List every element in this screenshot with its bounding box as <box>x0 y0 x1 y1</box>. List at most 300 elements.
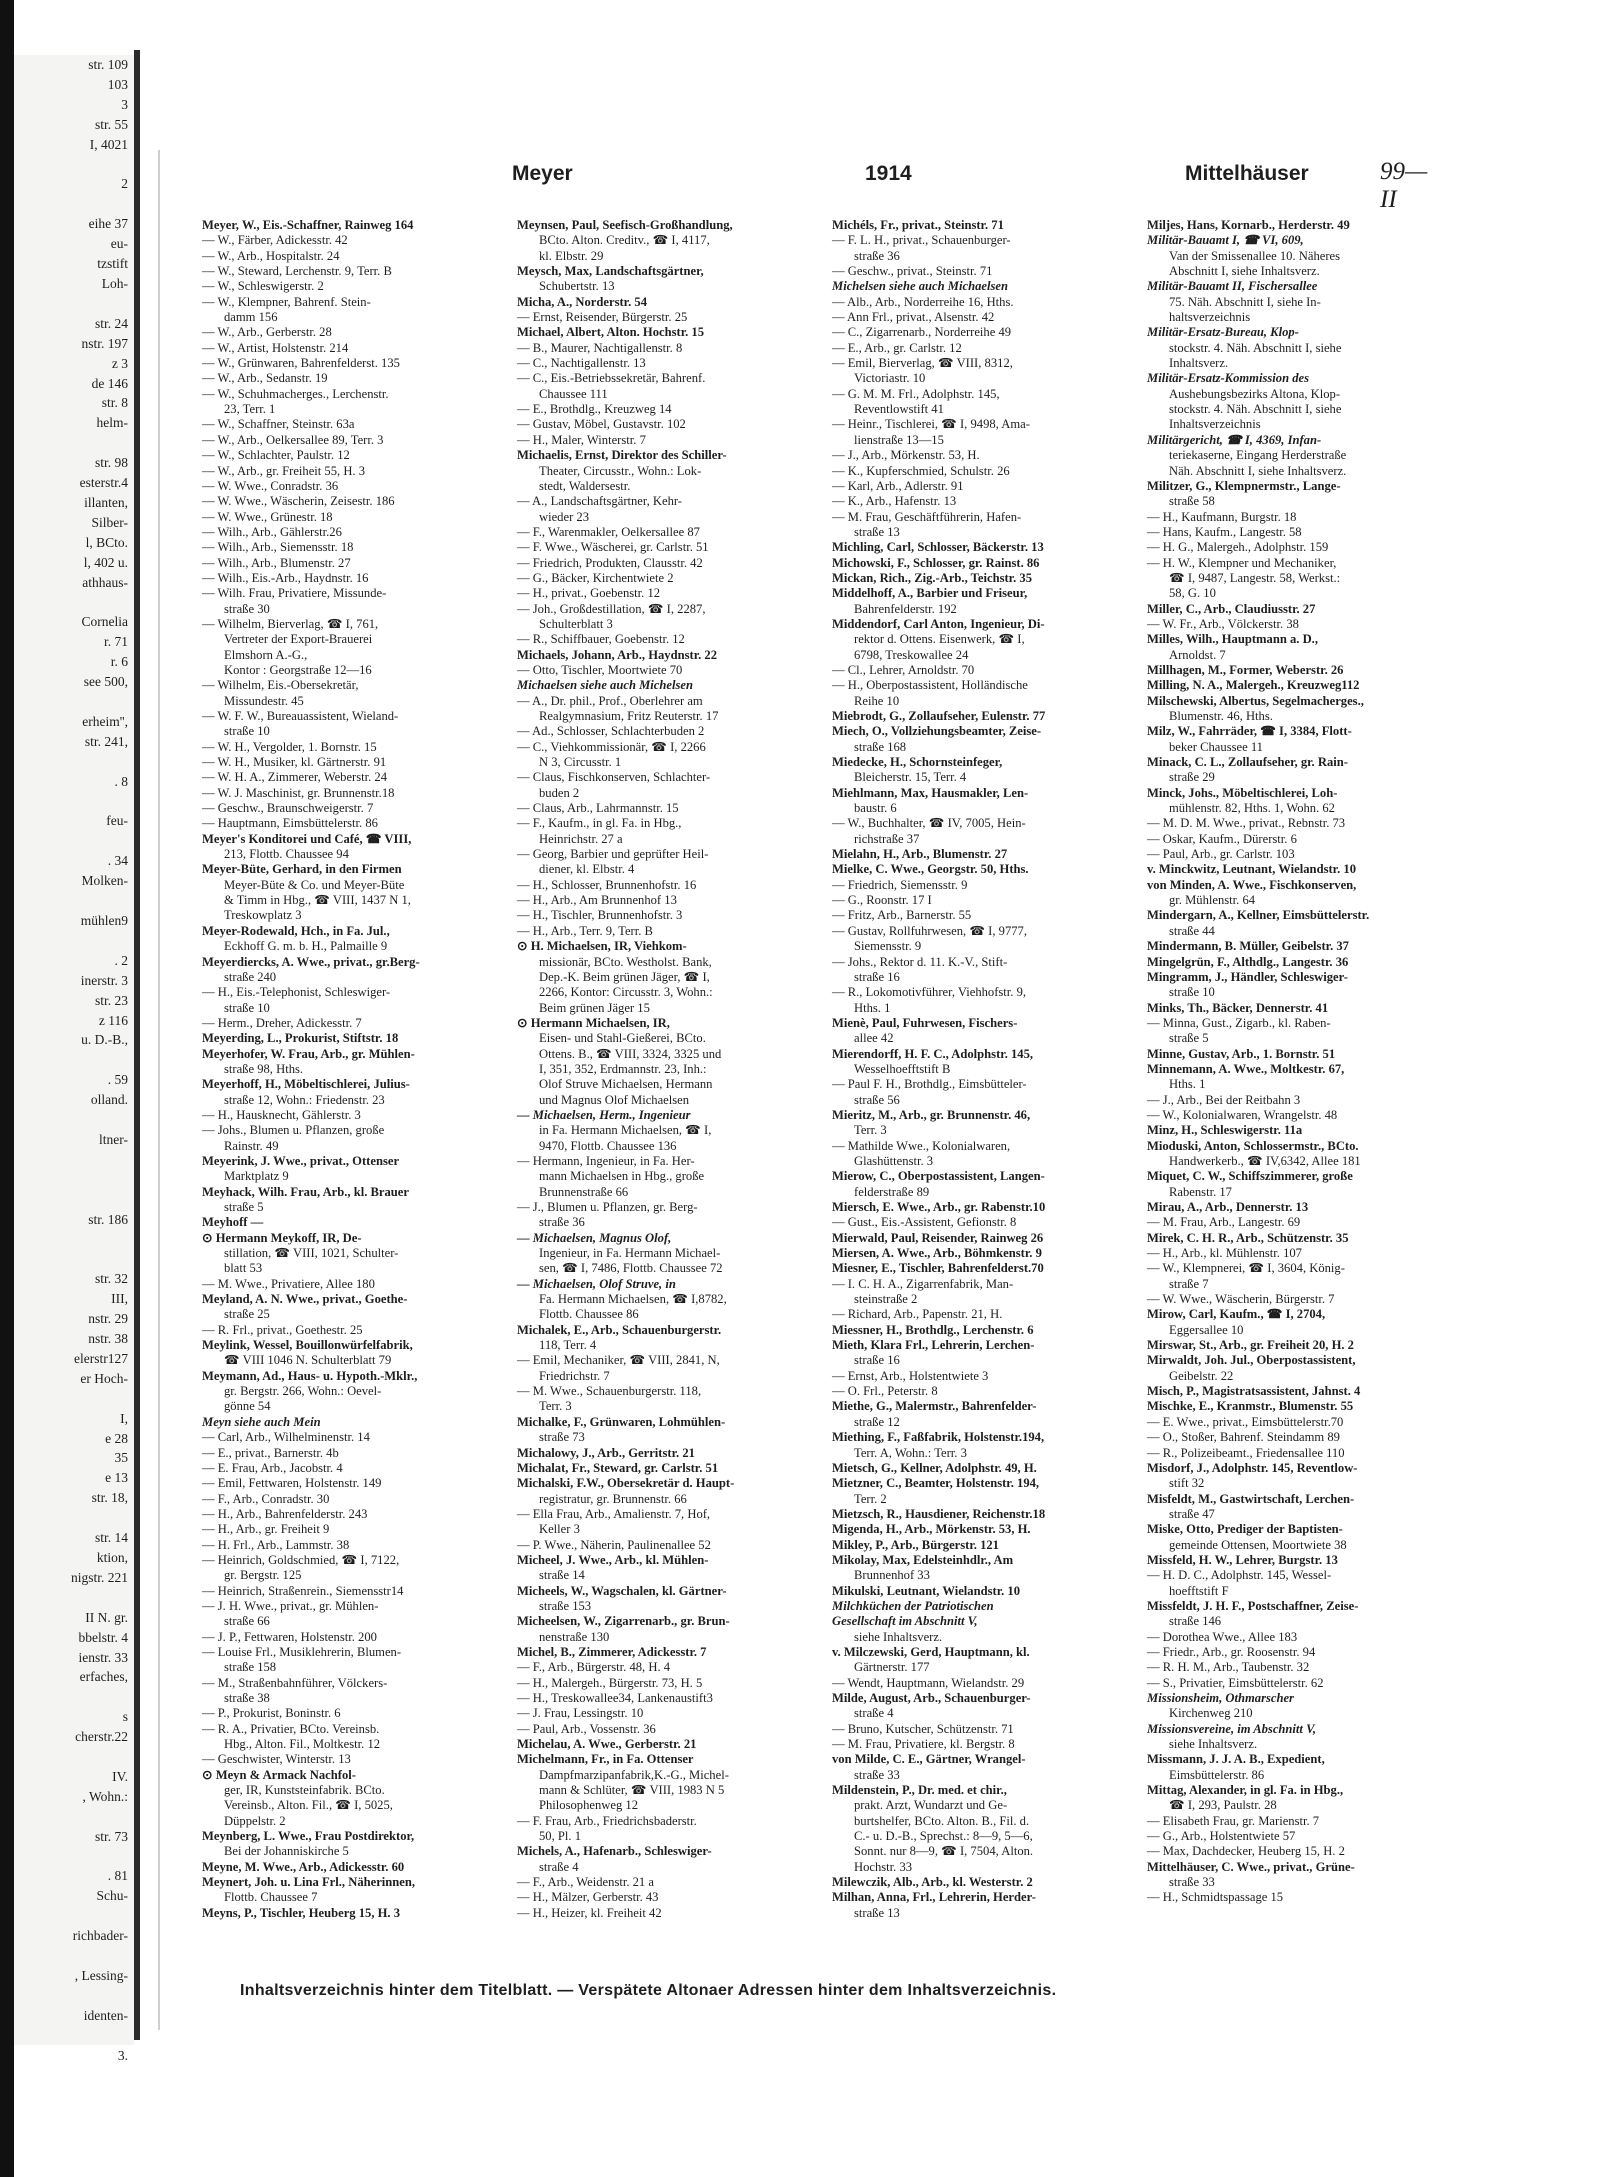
directory-entry-line: Aushebungsbezirks Altona, Klop- <box>1169 386 1341 401</box>
directory-entry-line: — H. D. C., Adolphstr. 145, Wessel- <box>1147 1568 1332 1583</box>
directory-entry-line: Geibelstr. 22 <box>1169 1368 1234 1383</box>
directory-entry-line: 9470, Flottb. Chaussee 136 <box>539 1138 677 1153</box>
fragment-line: bbelstr. 4 <box>78 1629 128 1645</box>
directory-entry-line: Mirek, C. H. R., Arb., Schützenstr. 35 <box>1147 1230 1349 1245</box>
fragment-line <box>14 692 134 712</box>
directory-entry-line: Rainstr. 49 <box>224 1138 279 1153</box>
column-3 <box>832 218 1137 1958</box>
directory-entry-line: — W., Steward, Lerchenstr. 9, Terr. B <box>202 264 392 279</box>
directory-entry-line: Milewczik, Alb., Arb., kl. Westerstr. 2 <box>832 1875 1033 1890</box>
directory-entry-line: — F. L. H., privat., Schauenburger- <box>832 233 1011 248</box>
header-year: 1914 <box>865 162 912 185</box>
directory-entry-line: — Max, Dachdecker, Heuberg 15, H. 2 <box>1147 1844 1345 1859</box>
fragment-line: inerstr. 3 <box>80 972 128 988</box>
directory-entry-line: — W., Klempnerei, ☎ I, 3604, König- <box>1147 1261 1345 1276</box>
directory-entry-line: — H., Schlosser, Brunnenhofstr. 16 <box>517 877 697 892</box>
fragment-line: z 116 <box>98 1012 128 1028</box>
directory-entry-line: Treskowplatz 3 <box>224 908 302 923</box>
directory-entry-line: stillation, ☎ VIII, 1021, Schulter- <box>224 1246 399 1261</box>
fragment-line <box>14 1170 134 1190</box>
directory-entry-line: missionär, BCto. Westholst. Bank, <box>539 954 712 969</box>
directory-entry-line: prakt. Arzt, Wundarzt und Ge- <box>854 1798 1008 1813</box>
directory-entry-line: von Minden, A. Wwe., Fischkonserven, <box>1147 877 1357 892</box>
directory-entry-line: Meyhoff — <box>202 1215 264 1230</box>
directory-entry-line: Michalke, F., Grünwaren, Lohmühlen- <box>517 1414 726 1429</box>
directory-entry-line: — H., Oberpostassistent, Holländische <box>832 678 1028 693</box>
fragment-line <box>14 1906 134 1926</box>
directory-entry-line: Hochstr. 33 <box>854 1859 913 1874</box>
directory-entry-line: Dampfmarzipanfabrik,K.-G., Michel- <box>539 1767 729 1782</box>
directory-entry-line: Miersen, A. Wwe., Arb., Böhmkenstr. 9 <box>832 1246 1042 1261</box>
directory-entry-line: — Wilh. Frau, Privatiere, Missunde- <box>202 586 387 601</box>
fragment-line: str. 18, <box>91 1490 128 1506</box>
directory-entry-line: — Alb., Arb., Norderreihe 16, Hths. <box>832 294 1014 309</box>
directory-entry-line: — F. Frau, Arb., Friedrichsbaderstr. <box>517 1813 697 1828</box>
directory-entry-line: — Hermann, Ingenieur, in Fa. Her- <box>517 1153 695 1168</box>
directory-entry-line: — H., Arb., kl. Mühlenstr. 107 <box>1147 1246 1302 1261</box>
directory-entry-line: straße 25 <box>224 1307 270 1322</box>
directory-entry-line: — O., Stoßer, Bahrenf. Steindamm 89 <box>1147 1430 1340 1445</box>
fragment-line: 35 <box>114 1450 128 1466</box>
directory-entry-line: Theater, Circusstr., Wohn.: Lok- <box>539 463 702 478</box>
directory-entry-line: Mingramm, J., Händler, Schleswiger- <box>1147 969 1348 984</box>
directory-entry-line: — Emil, Mechaniker, ☎ VIII, 2841, N, <box>517 1353 720 1368</box>
directory-entry-line: Mierendorff, H. F. C., Adolphstr. 145, <box>832 1046 1034 1061</box>
directory-entry-line: — W., Grünwaren, Bahrenfelderst. 135 <box>202 356 400 371</box>
directory-entry-line: I, 351, 352, Erdmannstr. 23, Inh.: <box>539 1061 707 1076</box>
directory-entry-line: Missionsvereine, im Abschnitt V, <box>1147 1721 1316 1736</box>
directory-entry-line: Handwerkerb., ☎ IV,6342, Allee 181 <box>1169 1153 1361 1168</box>
directory-entry-line: blatt 53 <box>224 1261 263 1276</box>
directory-entry-line: — J. H. Wwe., privat., gr. Mühlen- <box>202 1598 379 1613</box>
directory-entry-line: — Paul, Arb., gr. Carlstr. 103 <box>1147 847 1295 862</box>
fragment-line <box>14 1249 134 1269</box>
directory-entry-line: — G. M. M. Frl., Adolphstr. 145, <box>832 386 1000 401</box>
fragment-line: r. 6 <box>110 654 128 670</box>
fragment-line: str. 14 <box>94 1530 128 1546</box>
directory-entry-line: straße 13 <box>854 1905 900 1920</box>
page-number: 99—II <box>1380 158 1428 213</box>
directory-entry-line: Meysch, Max, Landschaftsgärtner, <box>517 264 704 279</box>
directory-entry-line: — Heinr., Tischlerei, ☎ I, 9498, Ama- <box>832 417 1030 432</box>
directory-entry-line: — Oskar, Kaufm., Dürerstr. 6 <box>1147 831 1297 846</box>
fragment-line <box>14 2026 134 2046</box>
fragment-line: 3 <box>121 96 128 112</box>
directory-entry-line: Miske, Otto, Prediger der Baptisten- <box>1147 1522 1343 1537</box>
fragment-line: str. 8 <box>101 395 128 411</box>
directory-entry-line: — Ad., Schlosser, Schlachterbuden 2 <box>517 724 705 739</box>
footer-note: Inhaltsverzeichnis hinter dem Titelblatt. — Verspätete Altonaer Adressen hinter dem Inhaltsverzeichnis. <box>240 1982 1057 1999</box>
directory-entry-line: — G., Arb., Holstentwiete 57 <box>1147 1829 1296 1844</box>
directory-entry-line: Mirwaldt, Joh. Jul., Oberpostassistent, <box>1147 1353 1356 1368</box>
directory-entry-line: Michalski, F.W., Obersekretär d. Haupt- <box>517 1476 735 1491</box>
directory-entry-line: Michling, Carl, Schlosser, Bäckerstr. 13 <box>832 540 1044 555</box>
directory-entry-line: — Wilhelm, Bierverlag, ☎ I, 761, <box>202 616 379 631</box>
directory-entry-line: mann Michaelsen in Hbg., große <box>539 1169 705 1184</box>
directory-entry-line: — H., Mälzer, Gerberstr. 43 <box>517 1890 659 1905</box>
directory-entry-line: — Cl., Lehrer, Arnoldstr. 70 <box>832 662 975 677</box>
fragment-line: illanten, <box>84 494 128 510</box>
fragment-line: . 8 <box>114 773 128 789</box>
directory-entry-line: Miebrodt, G., Zollaufseher, Eulenstr. 77 <box>832 709 1046 723</box>
directory-entry-line: Michaelsen siehe auch Michelsen <box>517 678 693 693</box>
directory-entry-line: — Otto, Tischler, Moortwiete 70 <box>517 662 683 677</box>
directory-entry-line: Miljes, Hans, Kornarb., Herderstr. 49 <box>1147 218 1350 232</box>
fragment-line: , Wohn.: <box>82 1788 128 1804</box>
directory-entry-line: Misfeldt, M., Gastwirtschaft, Lerchen- <box>1147 1491 1355 1506</box>
directory-entry-line: Minnemann, A. Wwe., Moltkestr. 67, <box>1147 1061 1345 1076</box>
directory-entry-line: — E., privat., Barnerstr. 4b <box>202 1445 339 1460</box>
directory-entry-line: damm 156 <box>224 310 278 325</box>
previous-page-fragment <box>14 55 134 2063</box>
directory-entry-line: 6798, Treskowallee 24 <box>854 647 969 662</box>
directory-entry-line: Micheels, W., Wagschalen, kl. Gärtner- <box>517 1583 727 1598</box>
directory-entry-line: — Fritz, Arb., Barnerstr. 55 <box>832 908 972 923</box>
directory-entry-line: Meyer, W., Eis.-Schaffner, Rainweg 164 <box>202 218 414 232</box>
directory-entry-line: Mietsch, G., Kellner, Adolphstr. 49, H. <box>832 1460 1037 1475</box>
directory-entry-line: Olof Struve Michaelsen, Hermann <box>539 1077 713 1092</box>
directory-entry-line: — Michaelsen, Olof Struve, in <box>517 1276 676 1291</box>
fragment-line <box>14 1508 134 1528</box>
directory-entry-line: C.- u. D.-B., Sprechst.: 8—9, 5—6, <box>854 1829 1033 1844</box>
fragment-line: nigstr. 221 <box>70 1569 128 1585</box>
directory-entry-line: Flottb. Chaussee 86 <box>539 1307 639 1322</box>
directory-entry-line: Mindergarn, A., Kellner, Eimsbüttelerstr. <box>1147 908 1370 923</box>
directory-entry-line: straße 30 <box>224 601 270 616</box>
fragment-line: eihe 37 <box>88 216 128 232</box>
directory-entry-line: — W. F. W., Bureauassistent, Wieland- <box>202 709 399 723</box>
directory-entry-line: Missfeld, H. W., Lehrer, Burgstr. 13 <box>1147 1552 1338 1567</box>
column-2 <box>517 218 822 1958</box>
directory-entry-line: Missionsheim, Othmarscher <box>1147 1691 1294 1705</box>
directory-entry-line: 118, Terr. 4 <box>539 1338 597 1353</box>
directory-entry-line: — W., Artist, Holstenstr. 214 <box>202 340 349 355</box>
fragment-line: ienstr. 33 <box>78 1649 128 1665</box>
directory-entry-line: mann & Schlüter, ☎ VIII, 1983 N 5 <box>539 1783 725 1798</box>
directory-entry-line: Micha, A., Norderstr. 54 <box>517 294 648 309</box>
fragment-line <box>14 1747 134 1767</box>
directory-entry-line: Mickan, Rich., Zig.-Arb., Teichstr. 35 <box>832 570 1032 585</box>
directory-entry-line: — M. Wwe., Schauenburgerstr. 118, <box>517 1384 702 1399</box>
directory-entry-line: — Friedrich, Siemensstr. 9 <box>832 877 968 892</box>
directory-entry-line: — W., Buchhalter, ☎ IV, 7005, Hein- <box>832 816 1026 831</box>
directory-entry-line: Michaelis, Ernst, Direktor des Schiller- <box>517 448 727 463</box>
directory-entry-line: Middelhoff, A., Barbier und Friseur, <box>832 586 1028 601</box>
fragment-line: eu- <box>110 236 128 252</box>
directory-entry-line: Näh. Abschnitt I, siehe Inhaltsverz. <box>1169 463 1347 478</box>
directory-entry-line: — Emil, Bierverlag, ☎ VIII, 8312, <box>832 356 1013 371</box>
directory-entry-line: straße 36 <box>854 248 900 263</box>
directory-entry-line: ☎ I, 293, Paulstr. 28 <box>1169 1798 1277 1813</box>
directory-entry-line: — W., Schlachter, Paulstr. 12 <box>202 448 350 463</box>
directory-entry-line: Dep.-K. Beim grünen Jäger, ☎ I, <box>539 969 710 984</box>
fragment-line: er Hoch- <box>80 1370 128 1386</box>
directory-entry-line: Heinrichstr. 27 a <box>539 831 623 846</box>
directory-entry-line: — Geschw., privat., Steinstr. 71 <box>832 264 993 279</box>
directory-entry-line: Reihe 10 <box>854 693 900 708</box>
fragment-line: 103 <box>107 76 128 92</box>
directory-entry-line: — H., Eis.-Telephonist, Schleswiger- <box>202 985 391 1000</box>
fragment-line: I, 4021 <box>89 136 128 152</box>
directory-entry-line: — W., Arb., Gerberstr. 28 <box>202 325 332 340</box>
fragment-line: Schu- <box>96 1888 128 1904</box>
directory-entry-line: — C., Nachtigallenstr. 13 <box>517 356 646 371</box>
directory-entry-line: Missundestr. 45 <box>224 693 304 708</box>
fragment-line: III, <box>111 1291 128 1307</box>
directory-entry-line: Mildenstein, P., Dr. med. et chir., <box>832 1783 1007 1798</box>
directory-entry-line: 50, Pl. 1 <box>539 1829 581 1844</box>
directory-entry-line: — Heinrich, Goldschmied, ☎ I, 7122, <box>202 1552 400 1567</box>
directory-entry-line: — H., Malergeh., Bürgerstr. 73, H. 5 <box>517 1675 703 1690</box>
directory-entry-line: straße 58 <box>1169 494 1215 509</box>
fragment-line <box>14 891 134 911</box>
directory-entry-line: Inhaltsverzeichnis <box>1169 417 1261 432</box>
directory-entry-line: Mikley, P., Arb., Bürgerstr. 121 <box>832 1537 999 1552</box>
directory-entry-line: Bahrenfelderstr. 192 <box>854 601 957 616</box>
directory-entry-line: Terr. 3 <box>539 1399 572 1414</box>
directory-entry-line: Middendorf, Carl Anton, Ingenieur, Di- <box>832 616 1045 631</box>
fragment-line <box>14 1986 134 2006</box>
directory-entry-line: — W. H., Vergolder, 1. Bornstr. 15 <box>202 739 377 754</box>
directory-entry-line: — H., Tischler, Brunnenhofstr. 3 <box>517 908 683 923</box>
directory-entry-line: Michelmann, Fr., in Fa. Ottenser <box>517 1752 694 1767</box>
directory-entry-line: — E., Arb., gr. Carlstr. 12 <box>832 340 962 355</box>
directory-entry-line: — Elisabeth Frau, gr. Marienstr. 7 <box>1147 1813 1320 1828</box>
directory-page <box>158 150 1450 2030</box>
directory-entry-line: — Ernst, Arb., Holstentwiete 3 <box>832 1368 989 1383</box>
directory-entry-line: — H. G., Malergeh., Adolphstr. 159 <box>1147 540 1329 555</box>
fragment-line <box>14 1946 134 1966</box>
fragment-line: . 81 <box>107 1868 128 1884</box>
directory-entry-line: Meyerdiercks, A. Wwe., privat., gr.Berg- <box>202 954 420 969</box>
fragment-line: l, 402 u. <box>83 554 128 570</box>
directory-entry-line: straße 12, Wohn.: Friedenstr. 23 <box>224 1092 385 1107</box>
directory-entry-line: Mierow, C., Oberpostassistent, Langen- <box>832 1169 1045 1184</box>
directory-entry-line: Meyland, A. N. Wwe., privat., Goethe- <box>202 1292 408 1307</box>
directory-entry-line: v. Milczewski, Gerd, Hauptmann, kl. <box>832 1644 1030 1659</box>
fragment-line: elerstr127 <box>74 1350 128 1366</box>
directory-entry-line: Vereinsb., Alton. Fil., ☎ I, 5025, <box>224 1798 393 1813</box>
fragment-line <box>14 433 134 453</box>
directory-entry-line: — Friedr., Arb., gr. Roosenstr. 94 <box>1147 1644 1316 1659</box>
directory-entry-line: straße 10 <box>224 724 270 739</box>
directory-entry-line: Michalowy, J., Arb., Gerritstr. 21 <box>517 1445 695 1460</box>
directory-entry-line: — H. Frl., Arb., Lammstr. 38 <box>202 1537 350 1552</box>
directory-entry-line: straße 16 <box>854 1353 900 1368</box>
directory-entry-line: — H., Arb., Terr. 9, Terr. B <box>517 923 653 938</box>
directory-entry-line: Meyer-Rodewald, Hch., in Fa. Jul., <box>202 923 390 938</box>
directory-entry-line: Millhagen, M., Former, Weberstr. 26 <box>1147 662 1344 677</box>
directory-entry-line: Wesselhoefftstift B <box>854 1061 951 1076</box>
directory-entry-line: Militär-Bauamt I, ☎ VI, 609, <box>1147 233 1304 248</box>
directory-entry-line: straße 33 <box>854 1767 900 1782</box>
fragment-line: . 59 <box>107 1072 128 1088</box>
fragment-line <box>14 831 134 851</box>
fragment-line: nstr. 197 <box>81 335 128 351</box>
directory-entry-line: Meyn siehe auch Mein <box>202 1414 321 1429</box>
directory-entry-line: Michowski, F., Schlosser, gr. Rainst. 86 <box>832 555 1040 570</box>
directory-entry-line: Philosophenweg 12 <box>539 1798 638 1813</box>
directory-entry-line: Meyer-Büte & Co. und Meyer-Büte <box>224 877 405 892</box>
fragment-line <box>14 1847 134 1867</box>
directory-entry-line: — S., Privatier, Eimsbüttelerstr. 62 <box>1147 1675 1324 1690</box>
directory-entry-line: steinstraße 2 <box>854 1292 918 1307</box>
directory-entry-line: ☎ VIII 1046 N. Schulterblatt 79 <box>224 1353 392 1368</box>
directory-entry-line: Hths. 1 <box>1169 1077 1206 1092</box>
directory-entry-line: — Georg, Barbier und geprüfter Heil- <box>517 847 709 862</box>
directory-entry-line: — R., Lokomotivführer, Viehhofstr. 9, <box>832 985 1027 1000</box>
directory-entry-line: straße 36 <box>539 1215 585 1230</box>
directory-entry-line: Michéls, Fr., privat., Steinstr. 71 <box>832 218 1004 232</box>
directory-entry-line: straße 13 <box>854 524 900 539</box>
directory-entry-line: Mischke, E., Kranmstr., Blumenstr. 55 <box>1147 1399 1354 1414</box>
directory-entry-line: mühlenstr. 82, Hths. 1, Wohn. 62 <box>1169 801 1335 816</box>
directory-entry-line: — Herm., Dreher, Adickesstr. 7 <box>202 1015 362 1030</box>
directory-entry-line: — Wilhelm, Eis.-Obersekretär, <box>202 678 359 693</box>
directory-entry-line: gr. Mühlenstr. 64 <box>1169 893 1256 908</box>
directory-entry-line: wieder 23 <box>539 509 590 524</box>
directory-entry-line: — W., Schaffner, Steinstr. 63a <box>202 417 355 432</box>
directory-entry-line: Mittag, Alexander, in gl. Fa. in Hbg., <box>1147 1783 1344 1798</box>
directory-entry-line: — Wilh., Arb., Siemensstr. 18 <box>202 540 354 555</box>
directory-entry-line: straße 44 <box>1169 923 1215 938</box>
directory-entry-line: — Mathilde Wwe., Kolonialwaren, <box>832 1138 1011 1153</box>
column-1 <box>202 218 507 1958</box>
directory-entry-line: — J. Frau, Lessingstr. 10 <box>517 1706 644 1721</box>
directory-entry-line: — A., Landschaftsgärtner, Kehr- <box>517 494 683 509</box>
fragment-line: str. 73 <box>94 1828 128 1844</box>
fragment-line <box>14 592 134 612</box>
fragment-line: str. 109 <box>88 57 128 72</box>
directory-entry-line: N 3, Circusstr. 1 <box>539 755 622 770</box>
directory-entry-line: — H. W., Klempner und Mechaniker, <box>1147 555 1337 570</box>
fragment-line: e 28 <box>105 1430 128 1446</box>
fragment-line: II N. gr. <box>85 1609 128 1625</box>
directory-entry-line: — C., Viehkommissionär, ☎ I, 2266 <box>517 739 706 754</box>
directory-entry-line: Meyerhofer, W. Frau, Arb., gr. Mühlen- <box>202 1046 415 1061</box>
directory-entry-line: — F. Wwe., Wäscherei, gr. Carlstr. 51 <box>517 540 709 555</box>
directory-entry-line: — B., Maurer, Nachtigallenstr. 8 <box>517 340 683 355</box>
directory-entry-line: Schubertstr. 13 <box>539 279 615 294</box>
directory-entry-line: — H., Arb., gr. Freiheit 9 <box>202 1522 330 1537</box>
directory-entry-line: Mindermann, B. Müller, Geibelstr. 37 <box>1147 939 1349 954</box>
directory-entry-line: straße 10 <box>1169 985 1215 1000</box>
directory-entry-line: Brunnenstraße 66 <box>539 1184 629 1199</box>
directory-entry-line: — E. Frau, Arb., Jacobstr. 4 <box>202 1460 343 1475</box>
fragment-line: l, BCto. <box>85 534 128 550</box>
directory-entry-line: Beim grünen Jäger 15 <box>539 1000 650 1015</box>
directory-entry-line: Militär-Ersatz-Kommission des <box>1147 371 1310 386</box>
directory-entry-line: Michaels, Johann, Arb., Haydnstr. 22 <box>517 647 718 662</box>
directory-entry-line: — Gust., Eis.-Assistent, Gefionstr. 8 <box>832 1215 1017 1230</box>
directory-entry-line: straße 38 <box>224 1691 270 1705</box>
directory-entry-line: — Richard, Arb., Papenstr. 21, H. <box>832 1307 1003 1322</box>
directory-entry-line: Sonnt. nur 8—9, ☎ I, 7504, Alton. <box>854 1844 1034 1859</box>
directory-entry-line: — Carl, Arb., Wilhelminenstr. 14 <box>202 1430 370 1445</box>
directory-entry-line: — Geschw., Braunschweigerstr. 7 <box>202 801 374 816</box>
directory-entry-line: Victoriastr. 10 <box>854 371 926 386</box>
directory-entry-line: siehe Inhaltsverz. <box>854 1629 943 1644</box>
directory-entry-line: Meyhack, Wilh. Frau, Arb., kl. Brauer <box>202 1184 409 1199</box>
directory-entry-line: sen, ☎ I, 7486, Flottb. Chaussee 72 <box>539 1261 723 1276</box>
directory-entry-line: — J., Blumen u. Pflanzen, gr. Berg- <box>517 1200 698 1214</box>
fragment-line: richbader- <box>72 1928 128 1944</box>
directory-entry-line: straße 16 <box>854 969 900 984</box>
directory-entry-line: — J. P., Fettwaren, Holstenstr. 200 <box>202 1629 377 1644</box>
directory-entry-line: straße 98, Hths. <box>224 1061 304 1076</box>
directory-entry-line: ⊙ Hermann Meykoff, IR, De- <box>202 1230 362 1245</box>
directory-entry-line: Milhan, Anna, Frl., Lehrerin, Herder- <box>832 1890 1036 1905</box>
directory-entry-line: Ingenieur, in Fa. Hermann Michael- <box>539 1246 721 1261</box>
directory-entry-line: — P., Prokurist, Boninstr. 6 <box>202 1706 341 1721</box>
directory-entry-line: Mielahn, H., Arb., Blumenstr. 27 <box>832 847 1008 862</box>
directory-entry-line: — Hauptmann, Eimsbüttelerstr. 86 <box>202 816 378 831</box>
directory-entry-line: straße 47 <box>1169 1506 1215 1521</box>
directory-entry-line: — A., Dr. phil., Prof., Oberlehrer am <box>517 693 703 708</box>
directory-entry-line: BCto. Alton. Creditv., ☎ I, 4117, <box>539 233 710 248</box>
directory-entry-line: — Geschwister, Winterstr. 13 <box>202 1752 351 1767</box>
directory-entry-line: — M. Frau, Geschäftführerin, Hafen- <box>832 509 1022 524</box>
directory-entry-line: — Emil, Fettwaren, Holstenstr. 149 <box>202 1476 382 1491</box>
directory-entry-line: lienstraße 13—15 <box>854 432 944 447</box>
directory-entry-line: Mietzsch, R., Hausdiener, Reichenstr.18 <box>832 1506 1046 1521</box>
directory-entry-line: Miller, C., Arb., Claudiusstr. 27 <box>1147 601 1316 616</box>
directory-entry-line: 23, Terr. 1 <box>224 402 276 417</box>
directory-entry-line: Milling, N. A., Malergeh., Kreuzweg112 <box>1147 678 1360 693</box>
fragment-line: z 3 <box>111 355 128 371</box>
directory-entry-line: Miedecke, H., Schornsteinfeger, <box>832 755 1003 770</box>
directory-entry-line: Miessner, H., Brothdlg., Lerchenstr. 6 <box>832 1322 1034 1337</box>
directory-entry-line: — Paul F. H., Brothdlg., Eimsbütteler- <box>832 1077 1027 1092</box>
directory-entry-line: straße 29 <box>1169 770 1215 785</box>
directory-entry-line: Mingelgrün, F., Althdlg., Langestr. 36 <box>1147 954 1349 969</box>
directory-entry-line: — Gustav, Möbel, Gustavstr. 102 <box>517 417 686 432</box>
fragment-line: 3. <box>117 2047 128 2063</box>
fragment-line: str. 98 <box>94 455 128 471</box>
directory-entry-line: 2266, Kontor: Circusstr. 3, Wohn.: <box>539 985 713 1000</box>
directory-entry-line: Mietzner, C., Beamter, Holstenstr. 194, <box>832 1476 1040 1491</box>
directory-entry-line: — W., Arb., gr. Freiheit 55, H. 3 <box>202 463 366 478</box>
fragment-line <box>14 1389 134 1409</box>
fragment-line <box>14 752 134 772</box>
directory-entry-line: Micheelsen, W., Zigarrenarb., gr. Brun- <box>517 1614 730 1629</box>
directory-entry-line: — H., Arb., Am Brunnenhof 13 <box>517 893 677 908</box>
directory-entry-line: — W. Fr., Arb., Völckerstr. 38 <box>1147 616 1299 631</box>
directory-entry-line: baustr. 6 <box>854 801 897 816</box>
directory-entry-line: Miethe, G., Malermstr., Bahrenfelder- <box>832 1399 1037 1414</box>
directory-entry-line: Michael, Albert, Alton. Hochstr. 15 <box>517 325 705 340</box>
directory-entry-line: Milde, August, Arb., Schauenburger- <box>832 1691 1031 1705</box>
directory-entry-line: Hbg., Alton. Fil., Moltkestr. 12 <box>224 1737 381 1752</box>
directory-entry-line: — O. Frl., Peterstr. 8 <box>832 1384 938 1399</box>
directory-entry-line: — C., Zigarrenarb., Norderreihe 49 <box>832 325 1012 340</box>
fragment-line: . 34 <box>107 853 128 869</box>
directory-entry-line: straße 14 <box>539 1568 585 1583</box>
directory-entry-line: — Friedrich, Produkten, Clausstr. 42 <box>517 555 703 570</box>
directory-entry-line: & Timm in Hbg., ☎ VIII, 1437 N 1, <box>224 893 411 908</box>
directory-entry-line: Schulterblatt 3 <box>539 616 613 631</box>
directory-entry-line: Milschewski, Albertus, Segelmacherges., <box>1147 693 1364 708</box>
directory-entry-line: — F., Arb., Bürgerstr. 48, H. 4 <box>517 1660 671 1675</box>
fragment-line: str. 23 <box>94 992 128 1008</box>
fragment-line: 2 <box>121 176 128 192</box>
directory-entry-line: Meyerhoff, H., Möbeltischlerei, Julius- <box>202 1077 410 1092</box>
directory-entry-line: Eckhoff G. m. b. H., Palmaille 9 <box>224 939 388 954</box>
fragment-line: str. 24 <box>94 315 128 331</box>
fragment-line: str. 32 <box>94 1271 128 1287</box>
fragment-line: str. 186 <box>88 1211 128 1227</box>
directory-entry-line: Meyns, P., Tischler, Heuberg 15, H. 3 <box>202 1905 401 1920</box>
